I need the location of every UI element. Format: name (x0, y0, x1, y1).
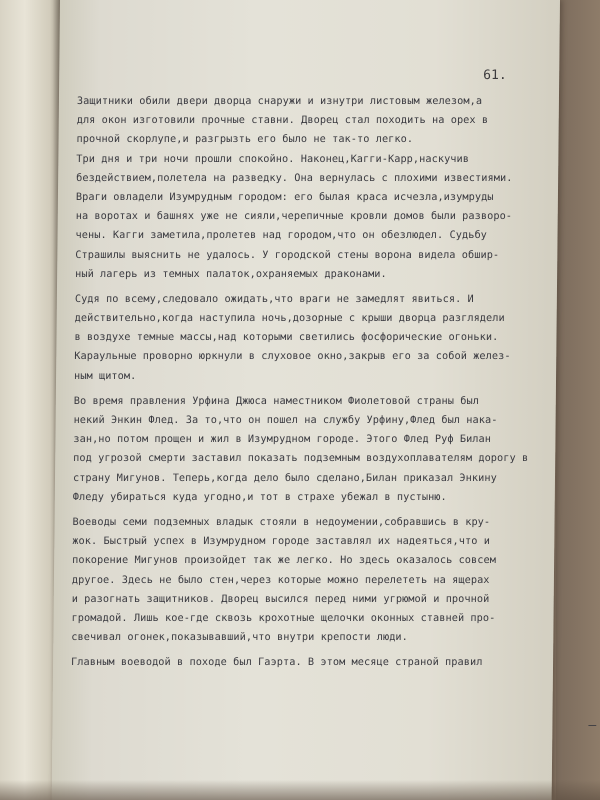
text-line: Судя по всему,следовало ожидать,что враги не замедлят явиться. И (74, 293, 474, 305)
text-line: бездействием,полетела на разведку. Она вернулась с плохими известиями. (76, 172, 513, 184)
text-line: некий Энкин Флед. За то,что он пошел на службу Урфину,Флед был нака- (73, 415, 498, 426)
text-line: страну Мигунов. Теперь,когда дело было сделано,Билан приказал Энкину (72, 472, 497, 484)
text-line: Три дня и три ночи прошли спокойно. Наконец,Кагги-Карр,наскучив (76, 153, 470, 165)
text-line: громадой. Лишь кое-где сквозь крохотные щелочки оконных ставней про- (71, 612, 496, 624)
text-line: действительно,когда наступила ночь,дозорные с крыши дворца разглядели (74, 313, 505, 325)
text-line: Враги овладели Изумрудным городом: его былая краса исчезла,изумруды (75, 191, 494, 203)
continuation-mark: – (588, 718, 597, 733)
text-line: Защитники обили двери дворца снаружи и изнутри листовым железом,а (76, 96, 483, 107)
text-line: свечивал огонек,показывавший,что внутри крепости люди. (71, 632, 408, 644)
text-line: жок. Быстрый успех в Изумрудном городе заставлял их надеяться,что и (72, 536, 491, 548)
text-line: ный лагерь из темных палаток,охраняемых драконами. (75, 268, 387, 280)
text-line: зан,но потом прощен и жил в Изумрудном городе. Этого Флед Руф Билан (73, 434, 492, 446)
text-line: под угрозой смерти заставил показать подземным воздухоплавателям дорогу в (73, 453, 529, 465)
text-line: прочной скорлупе,и разгрызть его было не так-то легко. (76, 134, 414, 146)
page-number: 61. (483, 68, 507, 83)
page-text (71, 92, 547, 672)
text-line: Фледу убираться куда угодно,и тот в страхе убежал в пустыню. (72, 491, 447, 503)
text-line: другое. Здесь не было стен,через которые можно перелететь на ящерах (71, 574, 490, 586)
text-line: на воротах и башнях уже не сияли,черепичные кровли домов были разворо- (75, 211, 513, 223)
text-line: Караульные проворно юркнули в слуховое окно,закрыв его за собой желез- (74, 351, 511, 363)
text-line: Воеводы семи подземных владык стояли в недоумении,собравшись в кру- (72, 516, 491, 528)
typewritten-page (52, 0, 597, 800)
text-line: покорение Мигунов произойдет так же легко. Но здесь оказалось совсем (72, 555, 497, 567)
text-line: для окон изготовили прочные ставни. Дворец стал походить на орех в (76, 115, 489, 127)
bottom-shadow (0, 780, 600, 800)
text-line: чены. Кагги заметила,пролетев над городом,что он обезлюдел. Судьбу (75, 230, 487, 242)
text-line: Главным воеводой в походе был Гаэрта. В этом месяце страной правил (71, 657, 483, 669)
text-line: и разогнать защитников. Дворец высился перед ними угрюмой и прочной (71, 593, 490, 605)
text-line: в воздухе темные массы,над которыми светились фосфорические огоньки. (74, 332, 499, 344)
text-line: ным щитом. (74, 370, 137, 382)
text-line: Во время правления Урфина Джюса наместником Фиолетовой страны был (73, 395, 480, 407)
text-line: Страшилы выяснить не удалось. У городской стены ворона видела обшир- (75, 249, 500, 261)
background-surface (556, 0, 600, 800)
